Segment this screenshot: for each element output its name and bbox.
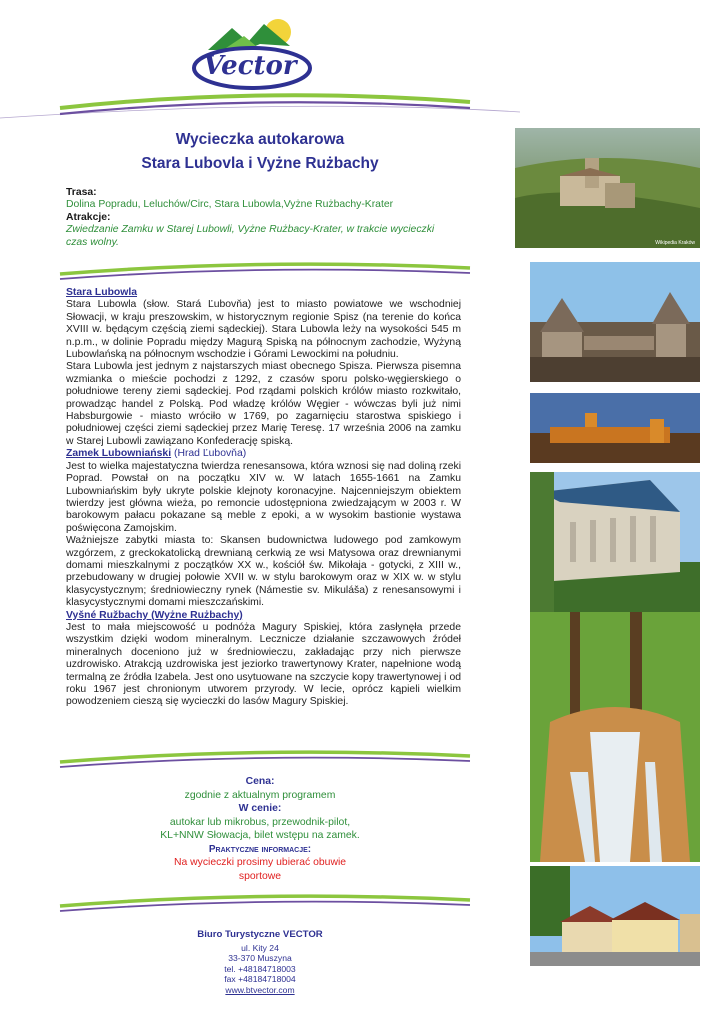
photo-travertine-spring: [530, 612, 700, 862]
zamek-heading-alt: (Hrad Ľubovňa): [173, 448, 247, 460]
vector-logo: [190, 14, 320, 94]
street: ul. Kity 24: [241, 942, 279, 953]
title-line-1: Wycieczka autokarowa: [175, 131, 345, 148]
price-label: Cena:: [245, 776, 275, 787]
route-label: Trasa:: [66, 187, 97, 198]
paragraph: Ważniejsze zabytki miasta to: Skansen budownictwa ludowego pod zamkowym wzgórzem, z greckokatolicką drewnianą cerkwią ze wsi Matysowa oraz drewnianymi domami mieszkalnymi z początków XX w., kościół św. Mikołaja - gotycki, z XIII w., przebudowany w drugiej połowie XVII w. w stylu barokowym oraz w XIX w. w stylu klasycystycznym; średniowieczny rynek (Námestie sv. Mikuláša) z renesansowymi i klasycystycznymi domami mieszczańskimi.: [66, 535, 461, 609]
included-label: W cenie:: [238, 803, 282, 814]
included-line-1: autokar lub mikrobus, przewodnik-pilot,: [169, 816, 351, 828]
paragraph: Stara Lubowla (słow. Stará Ľubovňa) jest to miasto powiatowe we wschodniej Słowacji, w kraju preszowskim, w historycznym regionie Spisz (na terenie do końca XVIII w. będącym częścią ziemi sądeckiej). Stara Lubowla leży na wysokości 545 m n.p.m., w dolinie Popradu między Magurą Spiską na północnym zachodzie, Wyżyną Lubowlańską na północnym wschodzie i Górami Lewockimi na południu.: [66, 299, 461, 361]
website-link[interactable]: www.btvector.com: [225, 984, 295, 995]
fax: fax +48184718004: [224, 974, 296, 985]
attractions-text: Zwiedzanie Zamku w Starej Lubowli, Vyżne Rużbacy-Krater, w trakcie wycieczki czas wolny.: [66, 224, 435, 248]
top-swoosh: [0, 88, 724, 128]
section-heading-vysne: Vyšné Ružbachy (Wyżne Rużbachy): [66, 609, 243, 621]
logo-text: Vector: [203, 51, 297, 81]
photo-castle-aerial: [515, 128, 700, 248]
included-line-2: KL+NNW Słowacja, bilet wstępu na zamek.: [160, 830, 360, 841]
contact-block: [180, 930, 340, 996]
zamek-heading: Zamek Lubowniański: [66, 448, 172, 460]
photo-town-square: [530, 866, 700, 966]
route-text: Dolina Popradu, Leluchów/Circ, Stara Lubowla,Vyżne Rużbachy-Krater: [66, 199, 394, 211]
company-name: Biuro Turystyczne VECTOR: [197, 929, 323, 940]
section-heading-zamek: [66, 448, 461, 460]
price-value: zgodnie z aktualnym programem: [184, 789, 336, 801]
photo-caption: Wikipedia Kraków: [655, 240, 695, 246]
city: 33-370 Muszyna: [228, 953, 292, 964]
info-text: Na wycieczki prosimy ubierać obuwie sportowe: [173, 857, 347, 882]
price-block: [160, 775, 360, 883]
title-line-2: Stara Lubovla i Vyżne Rużbachy: [141, 155, 379, 172]
section-heading-stara-lubowla: Stara Lubowla: [66, 287, 138, 298]
photo-castle-towers: [530, 262, 700, 382]
phone: tel. +48184718003: [224, 963, 296, 974]
description-body: [66, 287, 461, 709]
attractions-label: Atrakcje:: [66, 211, 111, 223]
paragraph: Stara Lubowla jest jednym z najstarszych miast obecnego Spisza. Pierwsza pisemna wzmianka o mieście pochodzi z 1292, z czasów sporu polsko-węgierskiego o południowe tereny ziemi sądeckiej. Pod rządami polskich królów miasto rozkwitało, prowadząc handel z Polską. Pod władzę królów Węgier - wówczas byli już nimi Habsburgowie - miasto wróciło w 1769, po zagarnięciu starostwa spiskiego i południowej części ziemi sądeckiej przez Marię Teresę. 17 września 2006 na zamku w Starej Lubowli zawiązano Konfederację spiską.: [66, 361, 461, 447]
photo-palace: [530, 472, 700, 612]
route-block: [66, 187, 456, 249]
page-title: [60, 128, 460, 176]
info-label: Praktyczne informacje:: [208, 843, 312, 855]
paragraph: Jest to mała miejscowość u podnóża Magury Spiskiej, która zasłynęła przede wszystkim dzięki wodom mineralnym. Lecznicze działanie szczawowych źródeł mineralnych doceniono już w średniowieczu, zakładając przy nich pierwsze uzdrowisko. Atrakcją uzdrowiska jest jeziorko trawertynowy Krater, napełnione wodą termalną ze źródła Izabela. Jest ono usytuowane na szczycie kopy trawertynowej i od roku 1967 jest chronionym utworem przyrody. W lecie, oprócz kąpieli wielkim powodzeniem cieszą się wycieczki do lasów Magury Spiskiej.: [66, 621, 461, 708]
photo-castle-sunset: [530, 393, 700, 463]
paragraph: Jest to wielka majestatyczna twierdza renesansowa, która wznosi się nad doliną rzeki Poprad. Powstał on na początku XIV w. W latach 1655-1661 na Zamku Lubowniańskim były ukryte polskie klejnoty koronacyjne. Najcenniejszym obiektem twierdzy jest główna wieża, po remoncie udostępniona zwiedzającym w 2003 r. W barokowym pałacu pokazane są meble z epoki, a w wysokim bastionie wystawa poświęcona Zamojskim.: [66, 460, 461, 534]
